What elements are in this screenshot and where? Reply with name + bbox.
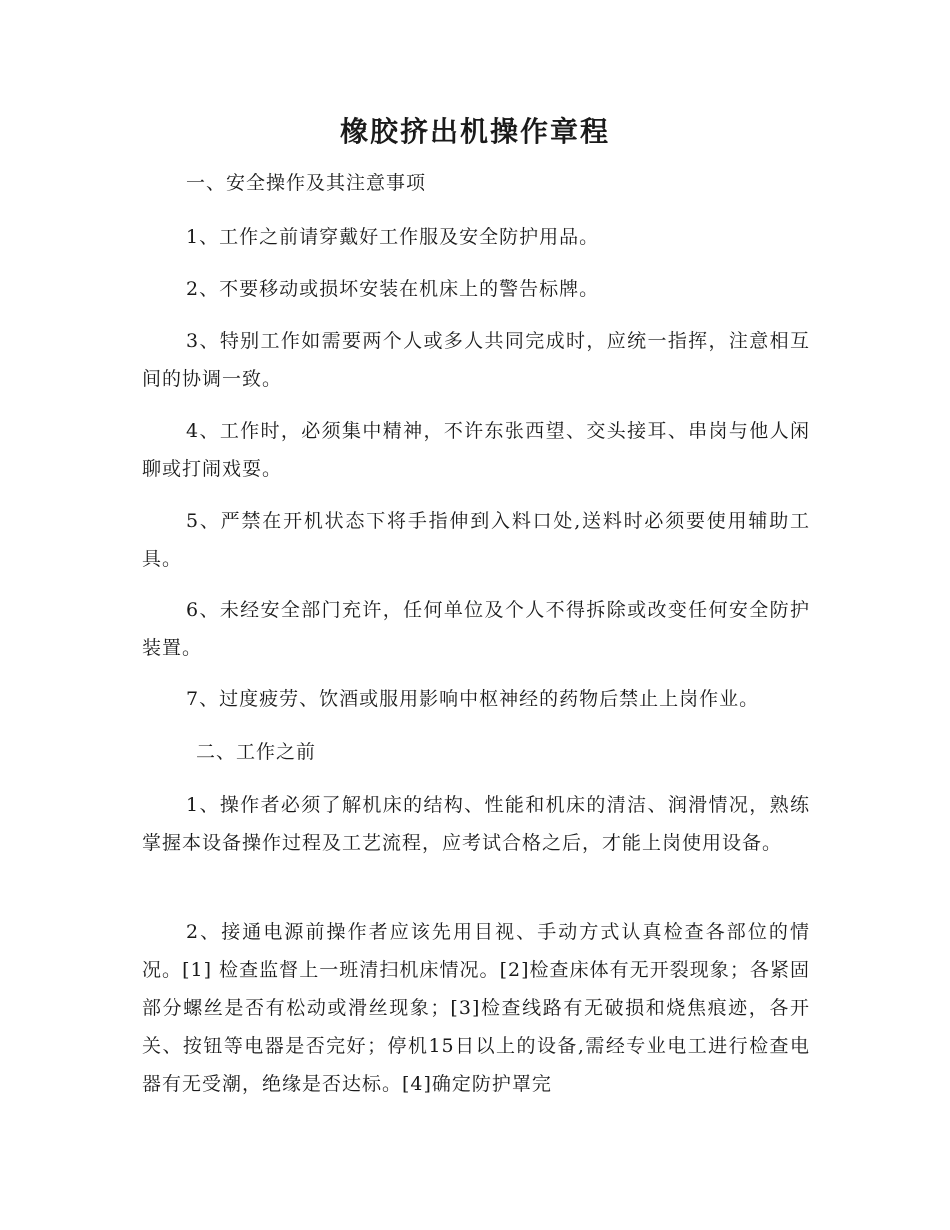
paragraph-safety-1: 1、工作之前请穿戴好工作服及安全防护用品。 [186,226,600,248]
paragraph-safety-6: 6、未经安全部门充许，任何单位及个人不得拆除或改变任何安全防护装置。 [142,599,810,659]
section-heading-before-work: 二、工作之前 [196,741,317,763]
paragraph-before-work-2: 2、接通电源前操作者应该先用目视、手动方式认真检查各部位的情况。[1] 检查监督上一班清扫机床情况。[2]检查床体有无开裂现象；各紧固部分螺丝是否有松动或滑丝现象；[3]检查线路有无破损和烧焦痕迹，各开关、按钮等电器是否完好；停机15日以上的设备,需经专业电工进行检查电器有无受潮，绝缘是否达标。[4]确定防护罩完 [142,921,810,1095]
document-title: 橡胶挤出机操作章程 [339,115,610,148]
paragraph-safety-7: 7、过度疲劳、饮酒或服用影响中枢神经的药物后禁止上岗作业。 [186,688,760,710]
paragraph-safety-5: 5、严禁在开机状态下将手指伸到入料口处,送料时必须要使用辅助工具。 [142,510,810,570]
paragraph-before-work-1: 1、操作者必须了解机床的结构、性能和机床的清洁、润滑情况，熟练掌握本设备操作过程及工艺流程，应考试合格之后，才能上岗使用设备。 [142,794,810,854]
paragraph-safety-2: 2、不要移动或损坏安装在机床上的警告标牌。 [186,278,600,300]
section-heading-safety: 一、安全操作及其注意事项 [186,172,427,194]
paragraph-safety-4: 4、工作时，必须集中精神，不许东张西望、交头接耳、串岗与他人闲聊或打闹戏耍。 [142,420,810,480]
paragraph-safety-3: 3、特别工作如需要两个人或多人共同完成时，应统一指挥，注意相互间的协调一致。 [142,330,810,390]
